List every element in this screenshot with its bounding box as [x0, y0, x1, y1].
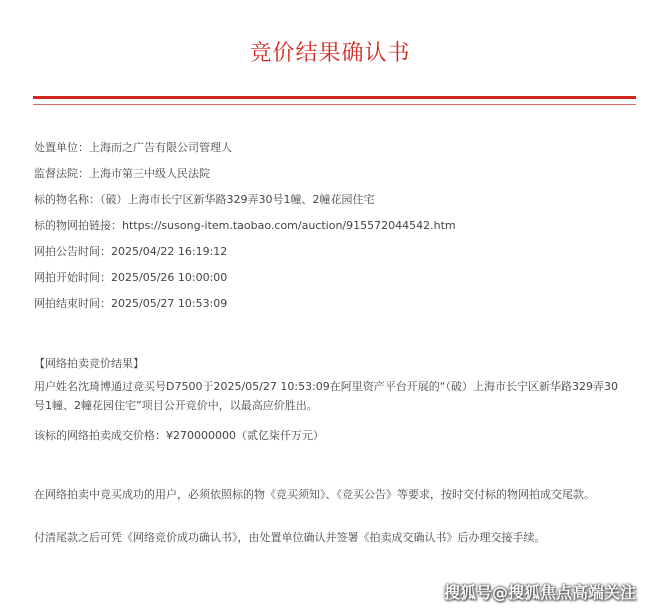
result-text: 用户姓名沈琦博通过竞买号D7500于2025/05/27 10:53:09在阿里资产平台开展的“（破）上海市长宁区新华路329弄30号1幢、2幢花园住宅”项目公开竞价中，以最高应价胜出。 — [34, 380, 618, 412]
document-title: 竞价结果确认书 — [249, 41, 411, 66]
result-heading: 【网络拍卖竞价结果】 — [34, 357, 144, 370]
field-start-time: 网拍开始时间：2025/05/26 10:00:00 — [34, 271, 228, 284]
watermark-text: 搜狐号@搜狐焦点高端关注 — [443, 583, 636, 602]
field-end-time: 网拍结束时间：2025/05/27 10:53:09 — [34, 297, 228, 310]
field-item-name: 标的物名称：（破）上海市长宁区新华路329弄30号1幢、2幢花园住宅 — [34, 193, 375, 206]
field-announcement-time: 网拍公告时间：2025/04/22 16:19:12 — [34, 245, 228, 258]
title-divider-thin — [33, 104, 636, 105]
field-disposal-unit: 处置单位：上海而之广告有限公司管理人 — [34, 141, 232, 154]
field-supervising-court: 监督法院：上海市第三中级人民法院 — [34, 167, 210, 180]
field-auction-link: 标的物网拍链接：https://susong-item.taobao.com/auction/915572044542.htm — [34, 219, 456, 232]
title-divider-thick — [33, 96, 636, 99]
notice-payment: 在网络拍卖中竞买成功的用户，必须依照标的物《竞买须知》、《竞买公告》等要求，按时交付标的物网拍成交尾款。 — [34, 488, 595, 501]
final-price: 该标的网络拍卖成交价格：¥270000000（贰亿柒仟万元） — [34, 429, 324, 442]
notice-handover: 付清尾款之后可凭《网络竞价成功确认书》，由处置单位确认并签署《拍卖成交确认书》后办理交接手续。 — [34, 531, 546, 544]
